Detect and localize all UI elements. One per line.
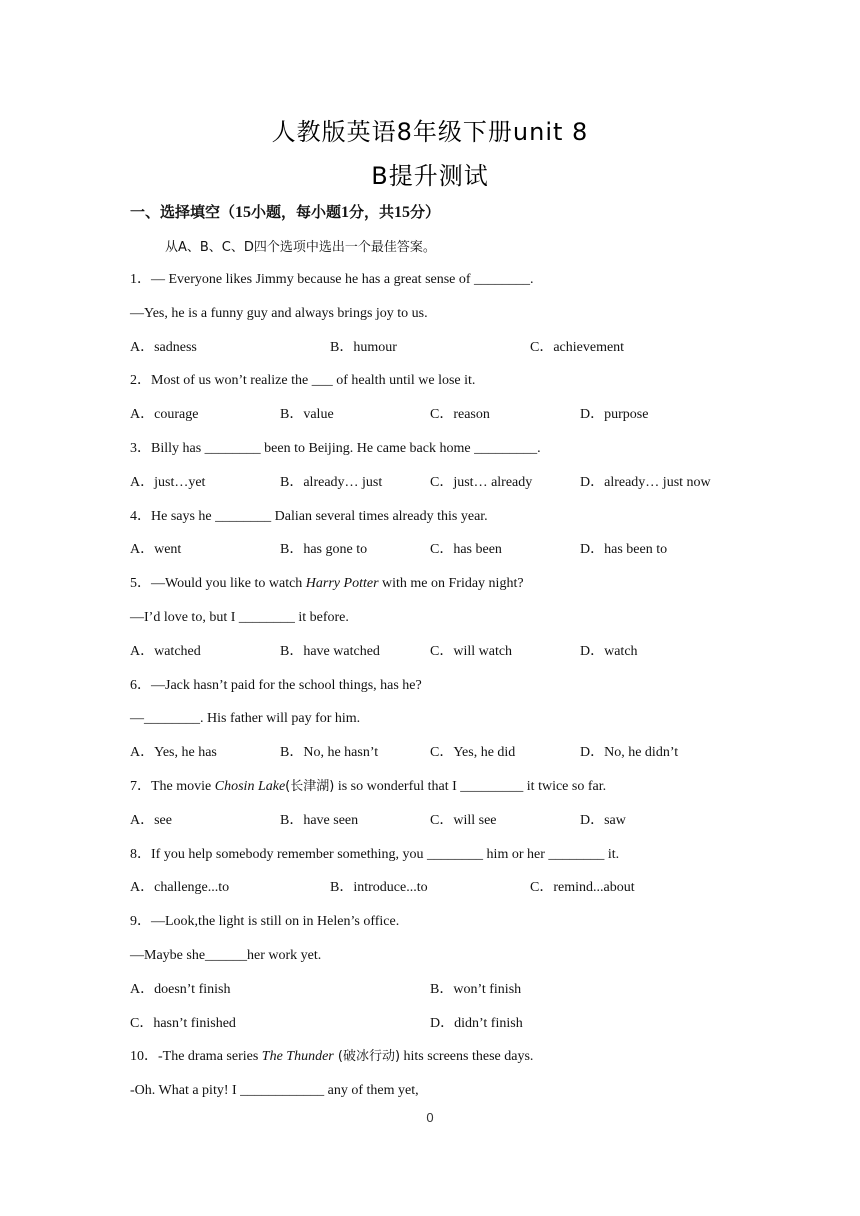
question-7-stem: 7．The movie Chosin Lake(长津湖) is so wonderful that I _________ it twice so far. bbox=[130, 779, 607, 794]
question-9-stem: 9．—Look,the light is still on in Helen’s office. bbox=[130, 914, 400, 929]
question-8-option-c: C．remind...about bbox=[530, 880, 635, 895]
question-2-stem: 2．Most of us won’t realize the ___ of health until we lose it. bbox=[130, 373, 476, 388]
page-number: 0 bbox=[426, 1110, 434, 1125]
question-6-option-a: A．Yes, he has bbox=[130, 745, 217, 760]
page-title: 人教版英语8年级下册unit 8 bbox=[271, 118, 589, 146]
question-2-option-a: A．courage bbox=[130, 407, 199, 422]
question-7-option-d: D．saw bbox=[580, 813, 626, 828]
question-4-option-c: C．has been bbox=[430, 542, 502, 557]
section-heading: 一、选择填空（15小题，每小题1分，共15分） bbox=[130, 203, 441, 221]
question-1-option-c: C．achievement bbox=[530, 340, 625, 355]
question-9-option-c: C．hasn’t finished bbox=[130, 1016, 236, 1031]
question-5-option-c: C．will watch bbox=[430, 644, 513, 659]
question-5-option-a: A．watched bbox=[130, 644, 201, 659]
question-4-stem: 4．He says he ________ Dalian several times already this year. bbox=[130, 509, 488, 524]
question-7-option-c: C．will see bbox=[430, 813, 497, 828]
question-8-stem: 8．If you help somebody remember something, you ________ him or her ________ it. bbox=[130, 847, 620, 862]
question-2-option-d: D．purpose bbox=[580, 407, 649, 422]
question-4-option-d: D．has been to bbox=[580, 542, 668, 557]
question-6-option-b: B．No, he hasn’t bbox=[280, 745, 379, 760]
question-4-option-b: B．has gone to bbox=[280, 542, 368, 557]
question-6-option-d: D．No, he didn’t bbox=[580, 745, 679, 760]
question-8-option-b: B．introduce...to bbox=[330, 880, 428, 895]
question-6-option-c: C．Yes, he did bbox=[430, 745, 516, 760]
question-7-option-a: A．see bbox=[130, 813, 172, 828]
question-3-stem: 3．Billy has ________ been to Beijing. He came back home _________. bbox=[130, 441, 541, 456]
question-3-option-b: B．already… just bbox=[280, 475, 383, 490]
question-9-option-b: B．won’t finish bbox=[430, 982, 522, 997]
question-2-option-b: B．value bbox=[280, 407, 334, 422]
question-5-stem: 5．—Would you like to watch Harry Potter with me on Friday night? bbox=[130, 576, 524, 591]
question-5-reply: —I’d love to, but I ________ it before. bbox=[130, 610, 349, 625]
question-1-option-a: A．sadness bbox=[130, 340, 197, 355]
question-2-option-c: C．reason bbox=[430, 407, 490, 422]
question-9-reply: —Maybe she______her work yet. bbox=[130, 948, 322, 963]
question-7-option-b: B．have seen bbox=[280, 813, 359, 828]
question-1-option-b: B．humour bbox=[330, 340, 397, 355]
question-3-option-d: D．already… just now bbox=[580, 475, 711, 490]
question-6-stem: 6．—Jack hasn’t paid for the school things, has he? bbox=[130, 678, 422, 693]
question-10-reply: -Oh. What a pity! I ____________ any of them yet, bbox=[130, 1083, 419, 1098]
question-6-reply: —________. His father will pay for him. bbox=[130, 711, 361, 726]
question-5-option-d: D．watch bbox=[580, 644, 638, 659]
question-3-option-c: C．just… already bbox=[430, 475, 533, 490]
question-10-stem: 10．-The drama series The Thunder (破冰行动) hits screens these days. bbox=[130, 1049, 534, 1064]
question-1-reply: —Yes, he is a funny guy and always brings joy to us. bbox=[130, 306, 428, 321]
question-1-stem: 1．— Everyone likes Jimmy because he has a great sense of ________. bbox=[130, 272, 534, 287]
instruction: 从A、B、C、D四个选项中选出一个最佳答案。 bbox=[165, 240, 436, 255]
question-3-option-a: A．just…yet bbox=[130, 475, 206, 490]
question-4-option-a: A．went bbox=[130, 542, 182, 557]
question-9-option-a: A．doesn’t finish bbox=[130, 982, 231, 997]
page-subtitle: B提升测试 bbox=[371, 162, 489, 190]
question-9-option-d: D．didn’t finish bbox=[430, 1016, 523, 1031]
question-5-option-b: B．have watched bbox=[280, 644, 380, 659]
question-8-option-a: A．challenge...to bbox=[130, 880, 230, 895]
